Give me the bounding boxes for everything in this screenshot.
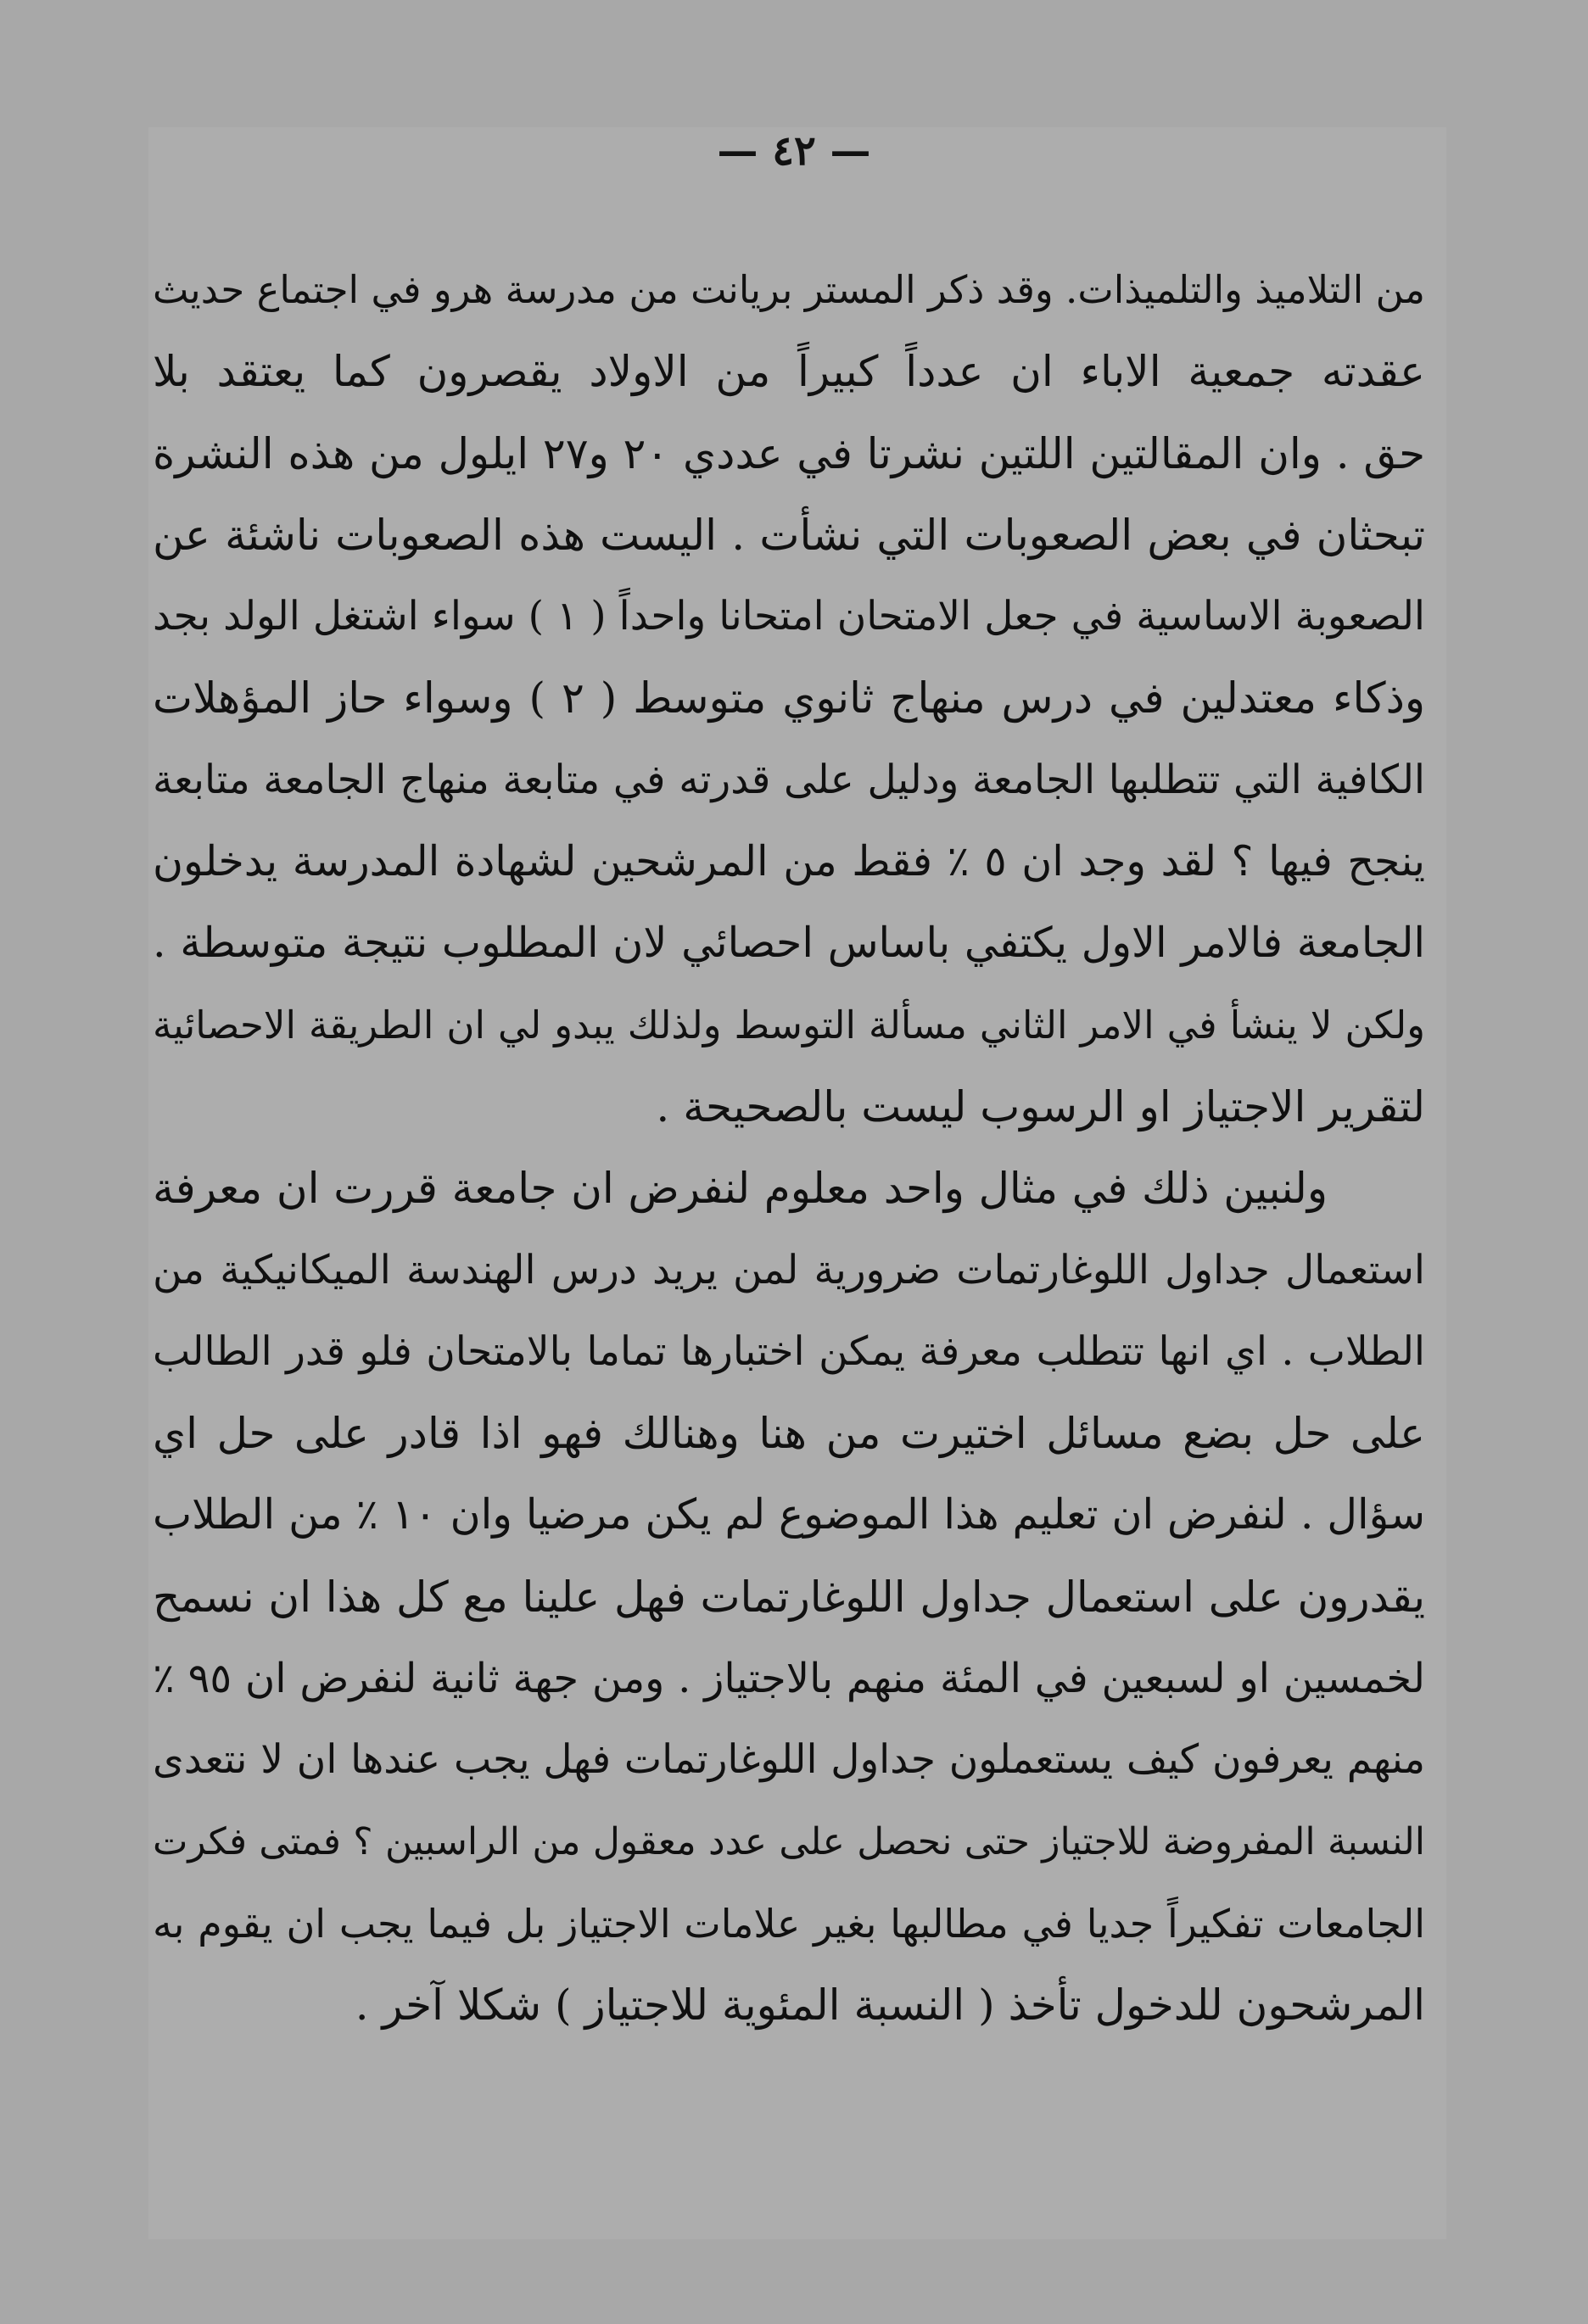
- text-line: من التلاميذ والتلميذات. وقد ذكر المستر بريانت من مدرسة هرو في اجتماع حديث: [153, 267, 1425, 312]
- text-line: وذكاء معتدلين في درس منهاج ثانوي متوسط ( ٢ ) وسواء حاز المؤهلات: [153, 673, 1425, 723]
- text-line: الصعوبة الاساسية في جعل الامتحان امتحانا واحداً ( ١ ) سواء اشتغل الولد بجد: [153, 593, 1425, 640]
- text-line: عقدته جمعية الاباء ان عدداً كبيراً من الاولاد يقصرون كما يعتقد بلا: [153, 347, 1425, 397]
- text-line: ولنبين ذلك في مثال واحد معلوم لنفرض ان جامعة قررت ان معرفة: [153, 1164, 1328, 1214]
- text-line: سؤال . لنفرض ان تعليم هذا الموضوع لم يكن مرضيا وان ١٠ ٪ من الطلاب: [153, 1490, 1425, 1539]
- text-line: يقدرون على استعمال جداول اللوغارتمات فهل علينا مع كل هذا ان نسمح: [153, 1572, 1425, 1622]
- text-line: تبحثان في بعض الصعوبات التي نشأت . اليست هذه الصعوبات ناشئة عن: [153, 510, 1425, 560]
- text-line: لخمسين او لسبعين في المئة منهم بالاجتياز . ومن جهة ثانية لنفرض ان ٩٥ ٪: [153, 1655, 1425, 1703]
- text-line: الجامعة فالامر الاول يكتفي باساس احصائي لان المطلوب نتيجة متوسطة .: [153, 919, 1425, 968]
- page-number: — ٤٢ —: [717, 127, 871, 175]
- text-line: منهم يعرفون كيف يستعملون جداول اللوغارتمات فهل يجب عندها ان لا نتعدى: [153, 1736, 1425, 1784]
- text-line: المرشحون للدخول تأخذ ( النسبة المئوية للاجتياز ) شكلا آخر .: [355, 1980, 1425, 2031]
- text-line: النسبة المفروضة للاجتياز حتى نحصل على عدد معقول من الراسبين ؟ فمتى فكرت: [153, 1819, 1425, 1863]
- text-line: الطلاب . اي انها تتطلب معرفة يمكن اختبارها تماما بالامتحان فلو قدر الطالب: [153, 1327, 1425, 1375]
- text-line: حق . وان المقالتين اللتين نشرتا في عددي ٢٠ و٢٧ ايلول من هذه النشرة: [153, 428, 1425, 478]
- text-line: الكافية التي تتطلبها الجامعة ودليل على قدرته في متابعة منهاج الجامعة متابعة: [153, 756, 1425, 803]
- text-line: الجامعات تفكيراً جديا في مطالبها بغير علامات الاجتياز بل فيما يجب ان يقوم به: [153, 1900, 1425, 1947]
- text-line: استعمال جداول اللوغارتمات ضرورية لمن يريد درس الهندسة الميكانيكية من: [153, 1246, 1425, 1293]
- text-line: على حل بضع مسائل اختيرت من هنا وهنالك فهو اذا قادر على حل اي: [153, 1409, 1425, 1459]
- text-line: لتقرير الاجتياز او الرسوب ليست بالصحيحة .: [656, 1081, 1425, 1131]
- text-line: ولكن لا ينشأ في الامر الثاني مسألة التوسط ولذلك يبدو لي ان الطريقة الاحصائية: [153, 1002, 1425, 1047]
- text-line: ينجح فيها ؟ لقد وجد ان ٥ ٪ فقط من المرشحين لشهادة المدرسة يدخلون: [153, 837, 1425, 886]
- body-text: [153, 249, 1425, 2047]
